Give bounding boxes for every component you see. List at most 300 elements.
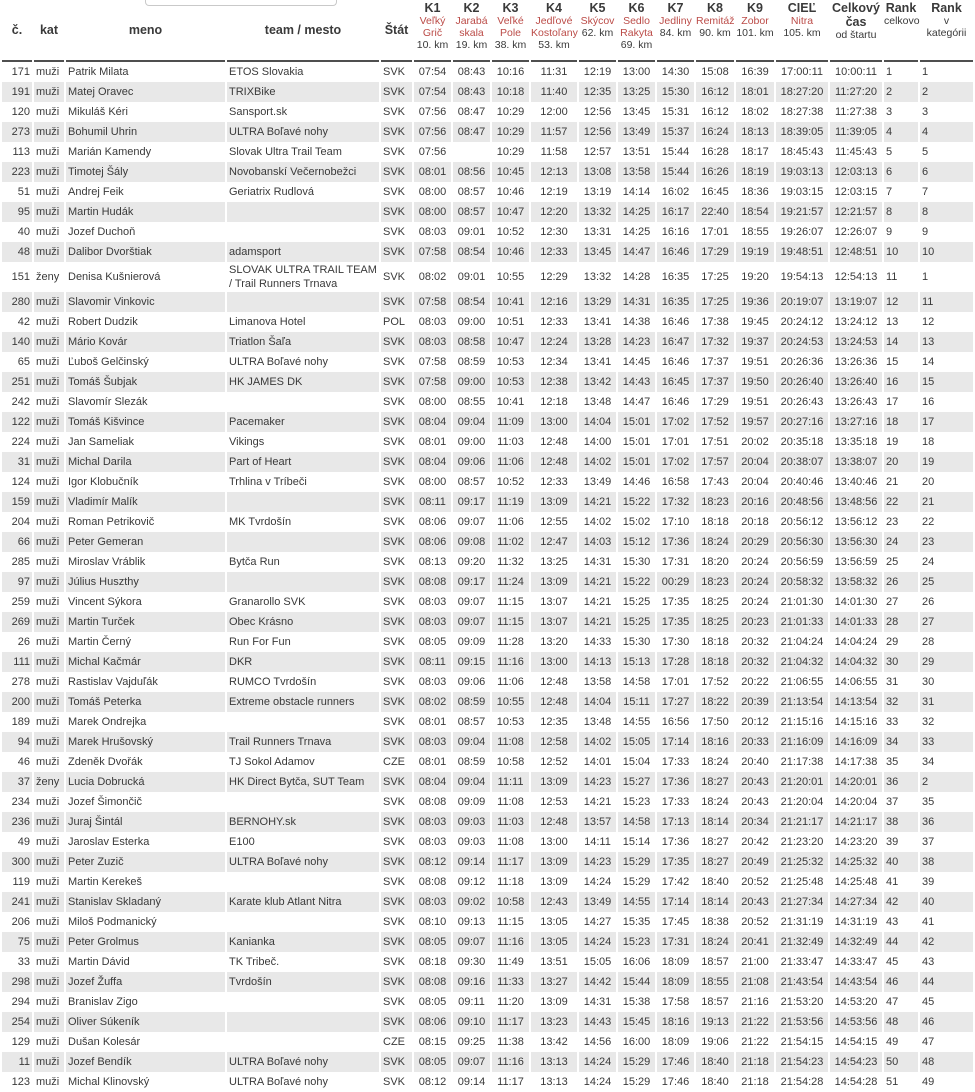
cell-stat: SVK: [383, 271, 406, 283]
cell-k1: 08:03: [418, 676, 447, 688]
cell-rank: 6: [884, 162, 918, 182]
cell-k1: 07:58: [414, 292, 451, 312]
cell-kat: muži: [36, 836, 60, 848]
cell-stat: SVK: [383, 596, 406, 608]
cell-k9: 20:49: [736, 852, 774, 872]
cell-rankkat: 40: [920, 892, 973, 912]
header-line: celkovo: [884, 15, 920, 27]
result-row: [2, 62, 973, 82]
cell-rankkat: 27: [920, 612, 973, 632]
cell-k7: 17:36: [657, 772, 694, 792]
cell-k9: 20:39: [736, 692, 774, 712]
cell-k5: 13:29: [579, 292, 616, 312]
cell-k9: 19:19: [736, 242, 774, 262]
cell-kat: muži: [36, 66, 60, 78]
cell-k6: 13:51: [622, 146, 651, 158]
cell-k4: 13:42: [540, 1036, 568, 1048]
cell-kat: muži: [36, 876, 60, 888]
cell-stat: SVK: [381, 972, 412, 992]
cell-team: DKR: [227, 652, 379, 672]
cell-team: MK Tvrdošín: [229, 516, 292, 528]
cell-k7: 15:44: [661, 146, 690, 158]
header-line: Zobor: [741, 15, 769, 27]
cell-ciel: 20:38:07: [776, 452, 828, 472]
cell-no: 224: [11, 436, 30, 448]
cell-rank: 41: [886, 876, 899, 888]
cell-ciel: 20:19:07: [776, 292, 828, 312]
cell-team: Tvrdošín: [227, 972, 379, 992]
cell-k3: 11:06: [492, 452, 529, 472]
cell-k2: 09:20: [457, 556, 486, 568]
cell-k6: 15:01: [618, 412, 655, 432]
cell-k5: 14:27: [583, 916, 612, 928]
cell-k8: 18:24: [696, 932, 734, 952]
cell-k8: 16:12: [696, 82, 734, 102]
cell-k5: 13:42: [579, 372, 616, 392]
header-row: [2, 0, 973, 62]
cell-k6: 14:23: [618, 332, 655, 352]
cell-k8: 19:06: [701, 1036, 729, 1048]
cell-rankkat: 5: [922, 146, 929, 158]
cell-k1: 08:11: [414, 652, 451, 672]
cell-k1: 08:01: [418, 716, 447, 728]
cell-total: 11:27:38: [834, 106, 877, 118]
cell-k3: 11:49: [497, 956, 524, 968]
cell-k8: 18:16: [696, 732, 734, 752]
cell-k2: 08:57: [457, 186, 486, 198]
cell-k9: 19:20: [741, 271, 769, 283]
cell-ciel: 18:27:38: [780, 106, 824, 118]
cell-k2: 09:03: [453, 812, 490, 832]
cell-k9: 20:34: [736, 812, 774, 832]
cell-k8: 18:27: [696, 772, 734, 792]
cell-k3: 11:09: [492, 412, 529, 432]
result-row: [2, 832, 973, 852]
cell-k8: 18:40: [701, 1076, 729, 1088]
result-row: [2, 972, 973, 992]
cell-no: 278: [11, 676, 30, 688]
cell-no: 285: [11, 556, 30, 568]
cell-k9: 20:43: [736, 892, 774, 912]
cell-team: Bytča Run: [229, 556, 280, 568]
cell-no: 65: [17, 356, 30, 368]
cell-ciel: 21:53:56: [776, 1012, 828, 1032]
cell-rankkat: 28: [922, 636, 935, 648]
cell-k9: 20:43: [736, 772, 774, 792]
header-line: 105. km: [783, 27, 821, 39]
column-header-ciel: [776, 0, 828, 62]
header-line: od štartu: [835, 29, 877, 41]
cell-stat: SVK: [383, 556, 406, 568]
header-line: K3: [502, 1, 519, 15]
cell-k5: 14:04: [579, 412, 616, 432]
result-row: [2, 792, 973, 812]
cell-no: 40: [17, 226, 30, 238]
cell-k2: 08:43: [457, 66, 486, 78]
cell-k7: 14:30: [661, 66, 690, 78]
cell-k7: 17:02: [657, 452, 694, 472]
header-line: čas: [845, 15, 867, 29]
cell-ciel: 21:13:54: [776, 692, 828, 712]
cell-k1: 08:13: [418, 556, 447, 568]
cell-kat: muži: [36, 796, 60, 808]
truncated-dropdown-fragment[interactable]: [145, 0, 337, 6]
cell-k5: 13:58: [583, 676, 612, 688]
cell-k5: 14:21: [579, 612, 616, 632]
cell-total: 13:24:12: [834, 316, 878, 328]
cell-total: 14:01:30: [834, 596, 878, 608]
cell-rank: 20: [884, 452, 918, 472]
cell-total: 14:20:01: [830, 772, 882, 792]
cell-ciel: 18:39:05: [776, 122, 828, 142]
cell-k4: 12:48: [540, 436, 568, 448]
cell-k4: 12:00: [540, 106, 568, 118]
cell-k2: 08:54: [453, 292, 490, 312]
cell-k4: 12:33: [531, 242, 577, 262]
cell-k7: 17:58: [661, 996, 690, 1008]
cell-k6: 15:22: [618, 572, 655, 592]
cell-k1: 08:03: [414, 332, 451, 352]
cell-k3: 11:20: [497, 996, 524, 1008]
cell-k2: 09:17: [453, 572, 490, 592]
header-line: Jedliny: [659, 15, 692, 27]
cell-meno: Mikuláš Kéri: [68, 106, 128, 118]
cell-meno: Oliver Súkeník: [66, 1012, 225, 1032]
header-line: Skýcov: [580, 15, 615, 27]
cell-total: 12:03:15: [834, 186, 878, 198]
cell-meno: Matej Oravec: [66, 82, 225, 102]
cell-k7: 17:28: [657, 652, 694, 672]
cell-k7: 16:46: [661, 396, 690, 408]
cell-team: Sansport.sk: [229, 106, 288, 118]
cell-k7: 17:46: [661, 1076, 690, 1088]
cell-k5: 14:24: [583, 1076, 612, 1088]
cell-total: 11:45:43: [834, 146, 877, 158]
cell-total: 13:27:16: [830, 412, 882, 432]
cell-kat: muži: [36, 716, 60, 728]
cell-k6: 15:02: [622, 516, 651, 528]
cell-rank: 9: [886, 226, 893, 238]
cell-rank: 42: [884, 892, 918, 912]
cell-kat: muži: [34, 492, 64, 512]
header-line: meno: [128, 22, 163, 37]
cell-k5: 14:04: [579, 692, 616, 712]
cell-kat: muži: [36, 556, 60, 568]
cell-k3: 11:16: [492, 652, 529, 672]
cell-k2: 08:58: [453, 332, 490, 352]
cell-ciel: 21:21:17: [776, 812, 828, 832]
cell-k4: 12:30: [540, 226, 568, 238]
cell-rankkat: 25: [920, 572, 973, 592]
cell-k6: 16:00: [622, 1036, 651, 1048]
result-row: [2, 452, 973, 472]
cell-k9: 18:13: [736, 122, 774, 142]
cell-meno: Jaroslav Esterka: [68, 836, 150, 848]
cell-k8: 18:25: [701, 596, 729, 608]
cell-k5: 14:02: [579, 732, 616, 752]
cell-meno: Martin Hudák: [66, 202, 225, 222]
cell-rankkat: 10: [920, 242, 973, 262]
cell-k8: 17:52: [696, 412, 734, 432]
cell-k2: 09:25: [457, 1036, 486, 1048]
cell-k8: 18:23: [696, 572, 734, 592]
header-line: K4: [546, 1, 562, 15]
cell-k7: 17:10: [661, 516, 690, 528]
cell-k4: 12:16: [531, 292, 577, 312]
cell-team: [227, 1032, 379, 1052]
cell-k9: 19:51: [741, 356, 769, 368]
cell-ciel: 21:20:01: [776, 772, 828, 792]
cell-k6: 15:29: [622, 876, 651, 888]
cell-k9: 18:01: [736, 82, 774, 102]
cell-k9: 20:32: [736, 652, 774, 672]
cell-k6: 15:23: [622, 796, 651, 808]
cell-k4: 13:00: [531, 412, 577, 432]
cell-kat: muži: [34, 972, 64, 992]
cell-k3: 10:58: [492, 892, 529, 912]
cell-no: 46: [17, 756, 30, 768]
cell-k3: 10:53: [496, 356, 525, 368]
cell-team: Novobanskí Večernobežci: [227, 162, 379, 182]
cell-kat: muži: [34, 932, 64, 952]
cell-k8: 17:25: [696, 292, 734, 312]
cell-meno: Martin Kerekeš: [68, 876, 142, 888]
cell-k1: 07:58: [414, 242, 451, 262]
cell-rank: 19: [886, 436, 899, 448]
column-header-k4: [531, 0, 577, 62]
cell-stat: SVK: [381, 612, 412, 632]
cell-k5: 14:33: [583, 636, 612, 648]
cell-k6: 14:25: [618, 202, 655, 222]
cell-k4: 13:27: [531, 972, 577, 992]
cell-k3: 10:47: [492, 202, 529, 222]
cell-stat: SVK: [383, 836, 406, 848]
cell-rankkat: 29: [920, 652, 973, 672]
cell-k4: 13:07: [540, 596, 568, 608]
header-line: 19. km: [455, 39, 488, 51]
cell-total: 13:26:43: [834, 396, 878, 408]
cell-meno: Denisa Kušnierová: [68, 271, 161, 283]
cell-no: 234: [11, 796, 30, 808]
cell-rankkat: 24: [922, 556, 935, 568]
cell-k7: 18:16: [657, 1012, 694, 1032]
cell-meno: Marián Kamendy: [68, 146, 152, 158]
cell-k6: 14:14: [622, 186, 651, 198]
header-line: 10. km: [416, 39, 449, 51]
cell-k2: 09:13: [457, 916, 486, 928]
cell-kat: muži: [34, 452, 64, 472]
cell-meno: Július Huszthy: [66, 572, 225, 592]
cell-k6: 15:35: [622, 916, 651, 928]
cell-meno: Michal Klinovský: [68, 1076, 150, 1088]
cell-k4: 13:09: [540, 876, 568, 888]
cell-k9: 20:52: [741, 876, 769, 888]
cell-rank: 31: [886, 676, 899, 688]
cell-k3: 10:47: [492, 332, 529, 352]
result-row: [2, 332, 973, 352]
cell-rank: 51: [886, 1076, 899, 1088]
cell-rankkat: 20: [922, 476, 935, 488]
cell-k4: 12:29: [540, 271, 568, 283]
header-line: skala: [459, 27, 484, 39]
cell-k3: 10:16: [496, 66, 525, 78]
cell-k2: 09:04: [453, 412, 490, 432]
result-row: [2, 262, 973, 292]
cell-total: 12:54:13: [834, 271, 878, 283]
cell-total: 14:23:20: [834, 836, 878, 848]
cell-k4: 13:09: [531, 492, 577, 512]
cell-k6: 14:28: [622, 271, 651, 283]
cell-meno: Jozef Bendík: [66, 1052, 225, 1072]
header-line: č.: [11, 22, 23, 37]
cell-rank: 50: [884, 1052, 918, 1072]
cell-k4: 12:52: [540, 756, 568, 768]
result-row: [2, 692, 973, 712]
cell-no: 33: [17, 956, 30, 968]
cell-k8: 18:14: [696, 812, 734, 832]
column-header-kat: [34, 0, 64, 62]
cell-meno: Ľuboš Gelčinský: [68, 356, 149, 368]
cell-k5: 12:56: [579, 122, 616, 142]
cell-k8: 17:38: [701, 316, 729, 328]
cell-rank: 15: [886, 356, 899, 368]
cell-rankkat: 47: [922, 1036, 935, 1048]
cell-no: 97: [2, 572, 32, 592]
cell-team: Part of Heart: [227, 452, 379, 472]
cell-k7: 16:56: [661, 716, 690, 728]
cell-k9: 20:41: [736, 932, 774, 952]
cell-total: 13:35:18: [834, 436, 878, 448]
cell-rankkat: 22: [922, 516, 935, 528]
cell-k7: 17:35: [661, 596, 690, 608]
cell-no: 280: [2, 292, 32, 312]
cell-rankkat: 33: [920, 732, 973, 752]
cell-k5: 14:23: [579, 852, 616, 872]
cell-k8: 17:51: [701, 436, 729, 448]
cell-meno: Zdeněk Dvořák: [68, 756, 143, 768]
cell-k1: 08:06: [414, 532, 451, 552]
cell-k2: 08:54: [453, 242, 490, 262]
column-header-k6: [618, 0, 655, 62]
cell-rankkat: 42: [920, 932, 973, 952]
header-line: K7: [667, 1, 684, 15]
cell-total: 13:26:40: [830, 372, 882, 392]
cell-k2: 09:11: [458, 996, 485, 1008]
result-row: [2, 412, 973, 432]
header-line: Jarabá: [455, 15, 488, 27]
cell-k4: 13:00: [540, 836, 568, 848]
cell-k8: 15:08: [701, 66, 729, 78]
cell-rank: 45: [886, 956, 899, 968]
cell-rankkat: 30: [922, 676, 935, 688]
cell-meno: Jozef Žuffa: [66, 972, 225, 992]
column-header-team: [227, 0, 379, 62]
cell-ciel: 20:56:59: [780, 556, 824, 568]
cell-k5: 13:19: [583, 186, 612, 198]
cell-meno: Jozef Duchoň: [68, 226, 136, 238]
cell-total: 14:06:55: [834, 676, 878, 688]
result-row: [2, 242, 973, 262]
cell-ciel: 20:24:53: [776, 332, 828, 352]
header-line: Rank: [931, 1, 962, 15]
cell-k7: 18:09: [657, 972, 694, 992]
cell-k9: 21:16: [741, 996, 769, 1008]
cell-k7: 17:36: [657, 532, 694, 552]
cell-no: 31: [2, 452, 32, 472]
cell-k6: 15:30: [622, 636, 651, 648]
cell-k4: 12:47: [531, 532, 577, 552]
cell-k4: 13:07: [531, 612, 577, 632]
cell-k5: 13:49: [583, 476, 612, 488]
cell-k7: 16:47: [657, 332, 694, 352]
cell-k4: 12:35: [540, 716, 568, 728]
cell-meno: Igor Klobučník: [68, 476, 139, 488]
cell-stat: SVK: [381, 242, 412, 262]
cell-no: 251: [2, 372, 32, 392]
cell-stat: SVK: [381, 652, 412, 672]
cell-rankkat: 34: [922, 756, 935, 768]
cell-team: [227, 1012, 379, 1032]
cell-total: 13:56:12: [834, 516, 878, 528]
cell-no: 191: [2, 82, 32, 102]
cell-k2: 09:04: [453, 772, 490, 792]
cell-k4: 12:48: [531, 812, 577, 832]
result-row: [2, 912, 973, 932]
cell-k8: 18:24: [701, 796, 729, 808]
cell-stat: SVK: [381, 162, 412, 182]
cell-stat: SVK: [383, 636, 406, 648]
cell-k7: 17:33: [661, 796, 690, 808]
cell-k5: 14:24: [579, 1052, 616, 1072]
cell-k2: 09:12: [457, 876, 486, 888]
cell-k3: 10:53: [492, 372, 529, 392]
cell-k9: 20:18: [741, 516, 769, 528]
cell-ciel: 20:27:16: [776, 412, 828, 432]
cell-meno: Peter Zuzič: [66, 852, 225, 872]
cell-team: [227, 912, 379, 932]
result-row: [2, 312, 973, 332]
cell-rankkat: 19: [920, 452, 973, 472]
header-line: v: [943, 15, 950, 27]
cell-no: 49: [17, 836, 30, 848]
cell-rankkat: 32: [922, 716, 935, 728]
cell-k4: 12:24: [531, 332, 577, 352]
cell-k1: 08:05: [418, 996, 447, 1008]
cell-stat: SVK: [383, 436, 406, 448]
cell-k4: 13:05: [540, 916, 568, 928]
cell-k3: 11:24: [492, 572, 529, 592]
cell-stat: CZE: [383, 756, 405, 768]
cell-total: 14:54:15: [834, 1036, 878, 1048]
column-header-k3: [492, 0, 529, 62]
cell-k2: 08:59: [457, 356, 486, 368]
cell-k2: 09:16: [453, 972, 490, 992]
cell-stat: SVK: [383, 916, 406, 928]
cell-rank: 5: [886, 146, 893, 158]
cell-k3: 10:41: [496, 396, 525, 408]
cell-no: 119: [12, 876, 30, 888]
result-row: [2, 492, 973, 512]
cell-no: 189: [11, 716, 30, 728]
cell-stat: SVK: [383, 396, 406, 408]
cell-k8: 19:13: [696, 1012, 734, 1032]
cell-k1: 07:58: [414, 372, 451, 392]
cell-stat: SVK: [381, 332, 412, 352]
cell-rankkat: 2: [920, 772, 973, 792]
cell-team: BERNOHY.sk: [227, 812, 379, 832]
cell-k3: 11:15: [492, 612, 529, 632]
header-line: 69. km: [620, 39, 653, 51]
